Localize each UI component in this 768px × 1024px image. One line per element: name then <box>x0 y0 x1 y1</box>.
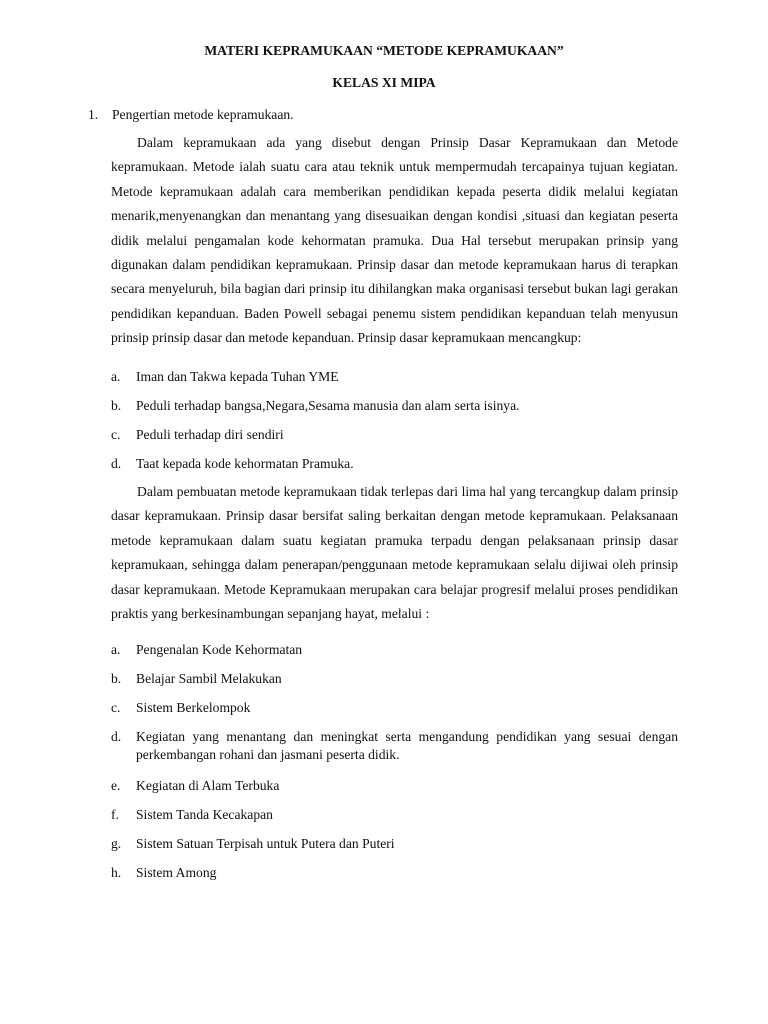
list-text: Sistem Satuan Terpisah untuk Putera dan Puteri <box>136 836 395 851</box>
list-text: Belajar Sambil Melakukan <box>136 671 282 686</box>
list-item <box>111 699 678 717</box>
list-item <box>111 368 678 386</box>
list-item <box>111 835 678 853</box>
list-text: Peduli terhadap bangsa,Negara,Sesama manusia dan alam serta isinya. <box>136 398 520 413</box>
paragraph-metode: Dalam pembuatan metode kepramukaan tidak terlepas dari lima hal yang tercangkup dalam prinsip dasar kepramukaan. Prinsip dasar bersifat saling berkaitan dengan metode kepramukaan. Pelaksanaan metode kepramukaan dalam suatu kegiatan pramuka terpadu dengan pelaksanaan prinsip dasar kepramukaan, sehingga dalam penerapan/penggunaan metode kepramukaan selalu dijiwai oleh prinsip dasar kepramukaan. Metode Kepramukaan merupakan cara belajar progresif melalui proses pendidikan praktis yang berkesinambungan sepanjang hayat, melalui : <box>111 484 678 622</box>
list-item <box>111 864 678 882</box>
list-marker: f. <box>111 807 119 822</box>
list-marker: c. <box>111 700 121 715</box>
list-marker: a. <box>111 369 121 384</box>
list-marker: d. <box>111 729 122 744</box>
list-text: Peduli terhadap diri sendiri <box>136 427 284 442</box>
list-item <box>111 426 678 444</box>
paragraph-intro: Dalam kepramukaan ada yang disebut dengan Prinsip Dasar Kepramukaan dan Metode kepramukaan. Metode ialah suatu cara atau teknik untuk mempermudah tercapainya tujuan kegiatan. Metode kepramukaan adalah cara memberikan pendidikan kepada peserta didik melalui kegiatan menarik,menyenangkan dan menantang yang disesuaikan dengan kondisi ,situasi dan kegiatan peserta didik melalui pengamalan kode kehormatan pramuka. Dua Hal tersebut merupakan prinsip yang digunakan dalam pendidikan kepramukaan. Prinsip dasar dan metode kepramukaan harus di terapkan secara menyeluruh, bila bagian dari prinsip itu dihilangkan maka organisasi tersebut bukan lagi gerakan pendidikan kepanduan. Baden Powell sebagai penemu sistem pendidikan kepanduan telah menyusun prinsip prinsip dasar dan metode kepanduan. Prinsip dasar kepramukaan mencangkup: <box>111 135 678 346</box>
list-item <box>111 670 678 688</box>
list-item <box>111 455 678 473</box>
list-text: Kegiatan di Alam Terbuka <box>136 778 280 793</box>
section-heading <box>88 107 294 123</box>
list-item <box>111 397 678 415</box>
list-text: Kegiatan yang menantang dan meningkat serta mengandung pendidikan yang sesuai dengan perkembangan rohani dan jasmani peserta didik. <box>136 729 678 762</box>
list-marker: g. <box>111 836 122 851</box>
list-marker: h. <box>111 865 122 880</box>
section-number: 1. <box>88 107 99 122</box>
section-title: Pengertian metode kepramukaan. <box>112 107 294 122</box>
list-item <box>111 777 678 795</box>
document-subtitle: KELAS XI MIPA <box>332 75 436 90</box>
list-text: Iman dan Takwa kepada Tuhan YME <box>136 369 339 384</box>
list-item <box>111 806 678 824</box>
list-marker: e. <box>111 778 121 793</box>
list-marker: b. <box>111 398 122 413</box>
list-text: Sistem Tanda Kecakapan <box>136 807 273 822</box>
list-item <box>111 641 678 659</box>
list-marker: b. <box>111 671 122 686</box>
list-marker: a. <box>111 642 121 657</box>
document-title: MATERI KEPRAMUKAAN “METODE KEPRAMUKAAN” <box>204 43 564 58</box>
list-marker: d. <box>111 456 122 471</box>
list-text: Sistem Berkelompok <box>136 700 251 715</box>
list-text: Pengenalan Kode Kehormatan <box>136 642 303 657</box>
list-text: Sistem Among <box>136 865 217 880</box>
list-marker: c. <box>111 427 121 442</box>
list-text: Taat kepada kode kehormatan Pramuka. <box>136 456 354 471</box>
list-item <box>111 728 678 764</box>
